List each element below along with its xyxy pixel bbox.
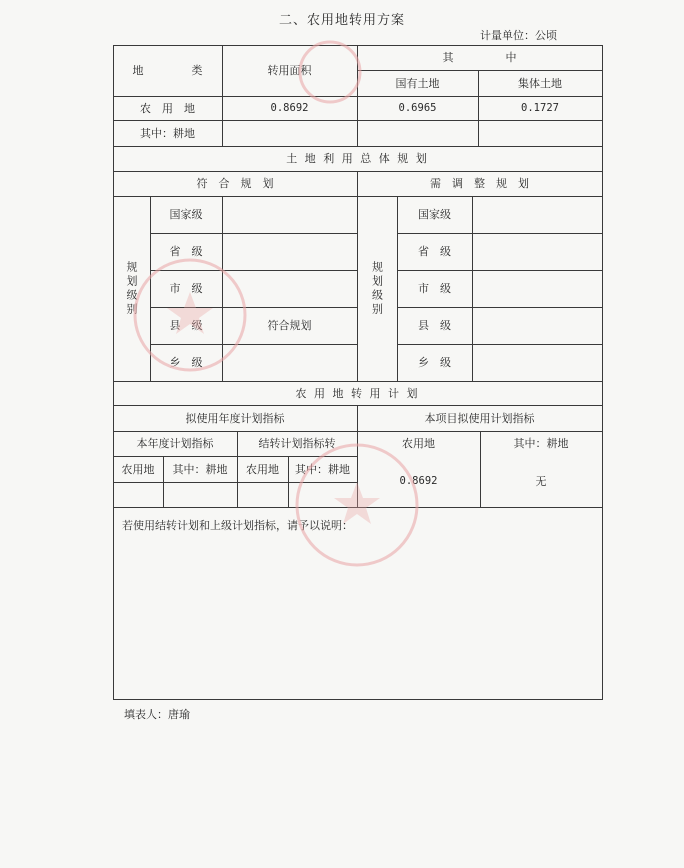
right-level-township: 乡 级: [418, 356, 451, 369]
planning-conform-header: 符 合 规 划: [196, 177, 274, 190]
row-arable-label: 其中：耕地: [140, 126, 195, 140]
project-agri-value: 0.8692: [399, 475, 438, 488]
row-agricultural-state: 0.6965: [398, 101, 437, 114]
document-title: 二、农用地转用方案: [278, 13, 405, 28]
carryover-arable-header: 其中：耕地: [295, 462, 350, 476]
county-conform-value: 符合规划: [267, 319, 312, 332]
conversion-section-title: 农 用 地 转 用 计 划: [295, 386, 420, 400]
planning-level-label-right-text: 规划级别: [370, 260, 384, 317]
project-proposed-header: 本项目拟使用计划指标: [424, 411, 535, 425]
carryover-header: 结转计划指标转: [258, 437, 336, 450]
project-arable-value: 无: [535, 475, 547, 488]
left-level-city: 市 级: [169, 282, 203, 295]
left-level-province: 省 级: [169, 245, 203, 258]
header-state-owned: 国有土地: [395, 76, 440, 90]
left-level-county: 县 级: [169, 319, 203, 332]
project-agri-header: 农用地: [402, 437, 435, 450]
explanation-note: 若使用结转计划和上级计划指标，请予以说明：: [122, 519, 353, 532]
this-year-header: 本年度计划指标: [136, 437, 214, 450]
carryover-agri-header: 农用地: [246, 462, 279, 476]
row-agricultural-label: 农 用 地: [140, 101, 195, 115]
unit-label: 计量单位：公顷: [480, 29, 557, 42]
right-level-national: 国家级: [418, 208, 451, 221]
right-level-province: 省 级: [418, 245, 451, 258]
row-agricultural-collective: 0.1727: [521, 101, 559, 114]
proposed-annual-header: 拟使用年度计划指标: [185, 411, 285, 425]
project-arable-header: 其中：耕地: [513, 437, 569, 450]
planning-level-label-left: [113, 196, 150, 381]
planning-level-label-right: [357, 196, 397, 381]
header-converted-area: 转用面积: [267, 64, 312, 77]
right-level-county: 县 级: [418, 319, 451, 332]
header-of-which-char2: 中: [505, 51, 517, 64]
header-of-which: [357, 45, 602, 70]
this-year-agri-header: 农用地: [121, 462, 155, 476]
this-year-arable-header: 其中：耕地: [172, 462, 228, 476]
header-collective: 集体土地: [518, 76, 562, 90]
planning-adjust-header: 需 调 整 规 划: [430, 177, 529, 190]
header-land-type-char1: 地: [132, 64, 144, 77]
header-land-type-char2: 类: [191, 64, 203, 77]
left-level-national: 国家级: [169, 208, 203, 221]
planning-level-label-left-text: 规划级别: [125, 260, 138, 317]
row-agricultural-area: 0.8692: [270, 101, 309, 114]
header-of-which-char1: 其: [442, 51, 454, 64]
filler-name: 填表人：唐瑜: [124, 708, 190, 721]
left-level-township: 乡 级: [169, 356, 203, 369]
header-land-type: [113, 45, 222, 96]
right-level-city: 市 级: [418, 282, 451, 295]
planning-section-title: 土 地 利 用 总 体 规 划: [286, 152, 429, 165]
